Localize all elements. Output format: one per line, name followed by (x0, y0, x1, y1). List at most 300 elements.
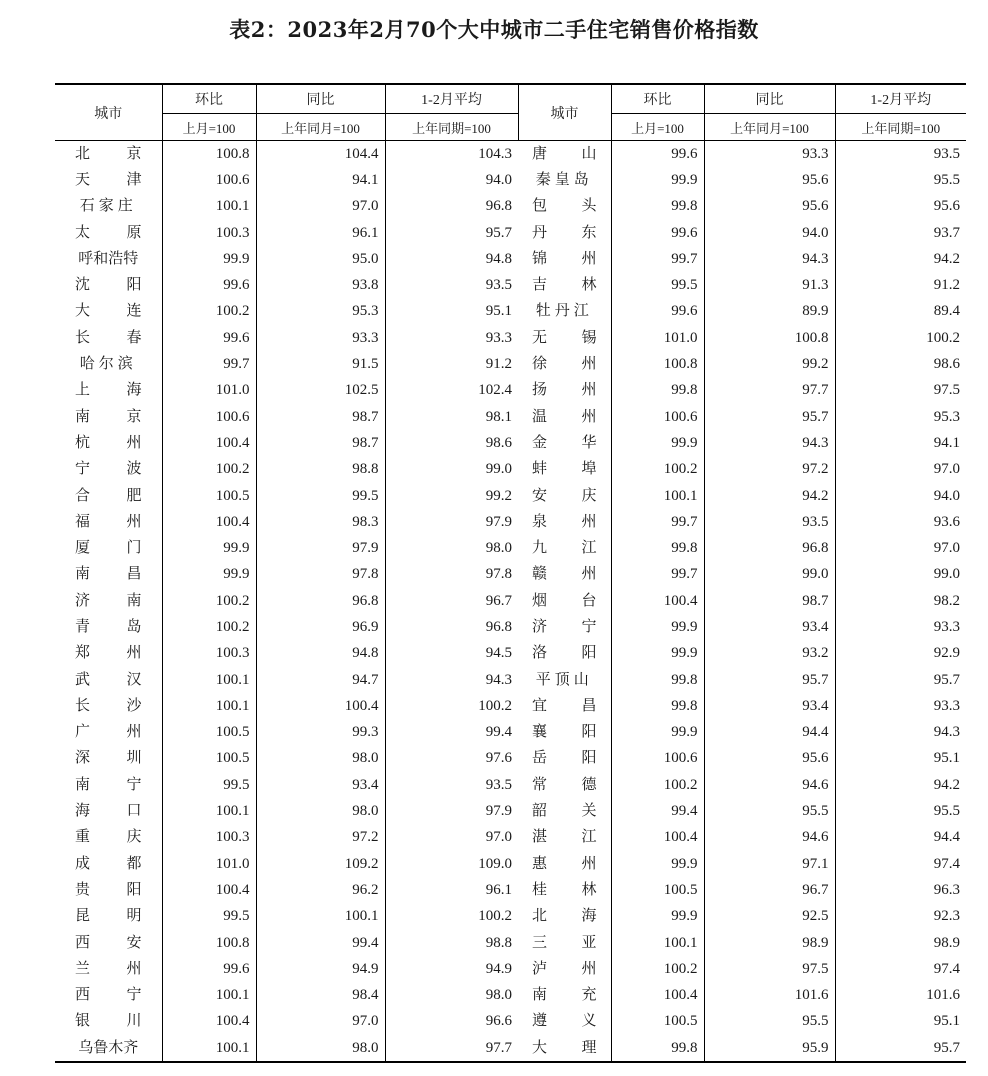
mom-value: 101.0 (611, 325, 704, 351)
mom-value: 99.6 (611, 141, 704, 168)
avg-value: 98.9 (835, 930, 966, 956)
city-name (55, 194, 162, 220)
avg-value: 95.1 (835, 1009, 966, 1035)
city-name (55, 220, 162, 246)
table-row (55, 141, 966, 168)
city-name (55, 772, 162, 798)
city-name (518, 588, 611, 614)
mom-value: 100.6 (611, 746, 704, 772)
city-name (55, 141, 162, 168)
city-name-text: 北 海 (532, 908, 597, 925)
avg-value: 95.5 (835, 167, 966, 193)
mom-value: 99.6 (611, 299, 704, 325)
city-name-text: 韶 关 (532, 803, 597, 820)
city-name (55, 483, 162, 509)
mom-value: 100.1 (162, 983, 256, 1009)
mom-value: 99.5 (611, 272, 704, 298)
city-name-text: 杭 州 (75, 434, 142, 451)
yoy-value: 97.7 (704, 378, 835, 404)
mom-value: 100.2 (162, 614, 256, 640)
avg-value: 97.6 (385, 746, 518, 772)
mom-value: 100.5 (162, 483, 256, 509)
avg-value: 93.5 (385, 772, 518, 798)
city-name (55, 588, 162, 614)
city-name (518, 667, 611, 693)
mom-value: 100.1 (162, 693, 256, 719)
avg-value: 98.0 (385, 983, 518, 1009)
yoy-value: 94.1 (256, 167, 385, 193)
city-name (518, 956, 611, 982)
table-row (55, 378, 966, 404)
yoy-value: 98.9 (704, 930, 835, 956)
city-name-text: 遵 义 (532, 1013, 597, 1030)
table-row (55, 693, 966, 719)
yoy-value: 94.7 (256, 667, 385, 693)
avg-value: 98.0 (385, 535, 518, 561)
avg-value: 93.6 (835, 509, 966, 535)
city-name (518, 720, 611, 746)
city-name (518, 509, 611, 535)
avg-value: 94.9 (385, 956, 518, 982)
avg-value: 95.7 (835, 1035, 966, 1062)
city-name-text: 昆 明 (75, 908, 142, 925)
city-name-text: 厦 门 (75, 540, 142, 557)
city-name-text: 三 亚 (532, 934, 597, 951)
header-avg-left: 1-2月平均 (385, 84, 518, 114)
table-row (55, 1009, 966, 1035)
city-name (518, 457, 611, 483)
city-name-text: 海 口 (75, 803, 142, 820)
avg-value: 93.3 (835, 693, 966, 719)
city-name-text: 赣 州 (532, 566, 597, 583)
city-name (518, 825, 611, 851)
city-name (55, 535, 162, 561)
city-name-text: 岳 阳 (532, 750, 597, 767)
yoy-value: 99.0 (704, 562, 835, 588)
mom-value: 100.8 (162, 930, 256, 956)
city-name (55, 1009, 162, 1035)
yoy-value: 98.7 (256, 430, 385, 456)
city-name (55, 825, 162, 851)
city-name (518, 272, 611, 298)
mom-value: 100.1 (162, 194, 256, 220)
mom-value: 100.1 (611, 930, 704, 956)
mom-value: 100.2 (611, 772, 704, 798)
yoy-value: 93.4 (256, 772, 385, 798)
yoy-value: 96.8 (704, 535, 835, 561)
mom-value: 100.5 (162, 720, 256, 746)
mom-value: 99.9 (162, 246, 256, 272)
avg-value: 95.1 (835, 746, 966, 772)
mom-value: 101.0 (162, 851, 256, 877)
mom-value: 99.9 (611, 430, 704, 456)
mom-value: 99.9 (611, 904, 704, 930)
city-name-text: 宁 波 (75, 461, 142, 478)
city-name-text: 烟 台 (532, 592, 597, 609)
avg-value: 94.4 (835, 825, 966, 851)
city-name-text: 银 川 (75, 1013, 142, 1030)
avg-value: 93.7 (835, 220, 966, 246)
city-name-text: 南 京 (75, 408, 142, 425)
city-name-text: 襄 阳 (532, 724, 597, 741)
city-name-text: 上 海 (75, 382, 142, 399)
city-name-text: 呼和浩特 (78, 250, 139, 267)
mom-value: 99.7 (162, 351, 256, 377)
yoy-value: 97.8 (256, 562, 385, 588)
yoy-value: 101.6 (704, 983, 835, 1009)
city-name-text: 南 宁 (75, 776, 142, 793)
city-name (518, 930, 611, 956)
table-row (55, 430, 966, 456)
avg-value: 95.1 (385, 299, 518, 325)
city-name (55, 378, 162, 404)
mom-value: 100.3 (162, 220, 256, 246)
mom-value: 100.1 (162, 667, 256, 693)
avg-value: 98.6 (385, 430, 518, 456)
table-row (55, 667, 966, 693)
yoy-value: 91.3 (704, 272, 835, 298)
table-row (55, 562, 966, 588)
avg-value: 95.7 (385, 220, 518, 246)
city-name (518, 983, 611, 1009)
avg-value: 102.4 (385, 378, 518, 404)
yoy-value: 98.7 (704, 588, 835, 614)
yoy-value: 93.4 (704, 614, 835, 640)
city-name (55, 851, 162, 877)
yoy-value: 94.3 (704, 246, 835, 272)
city-name-text: 北 京 (75, 145, 142, 162)
yoy-value: 98.0 (256, 1035, 385, 1062)
table-row (55, 325, 966, 351)
avg-value: 93.5 (835, 141, 966, 168)
avg-value: 94.2 (835, 246, 966, 272)
avg-value: 94.1 (835, 430, 966, 456)
table-row (55, 641, 966, 667)
yoy-value: 91.5 (256, 351, 385, 377)
city-name-text: 徐 州 (532, 356, 597, 373)
avg-value: 95.5 (835, 798, 966, 824)
avg-value: 98.8 (385, 930, 518, 956)
city-name (55, 430, 162, 456)
yoy-value: 104.4 (256, 141, 385, 168)
table-row (55, 720, 966, 746)
mom-value: 100.4 (611, 983, 704, 1009)
avg-value: 91.2 (385, 351, 518, 377)
city-name (55, 746, 162, 772)
yoy-value: 95.7 (704, 404, 835, 430)
avg-value: 99.4 (385, 720, 518, 746)
city-name-text: 锦 州 (532, 250, 597, 267)
header-yoy-base-left: 上年同月=100 (256, 114, 385, 141)
avg-value: 99.0 (835, 562, 966, 588)
table-row (55, 877, 966, 903)
city-name-text: 无 锡 (532, 329, 597, 346)
yoy-value: 95.5 (704, 1009, 835, 1035)
yoy-value: 93.2 (704, 641, 835, 667)
price-index-table (55, 83, 966, 1063)
city-name (518, 351, 611, 377)
yoy-value: 95.0 (256, 246, 385, 272)
mom-value: 99.9 (611, 614, 704, 640)
city-name (518, 904, 611, 930)
header-yoy-right: 同比 (704, 84, 835, 114)
mom-value: 100.5 (162, 746, 256, 772)
city-name (518, 430, 611, 456)
avg-value: 95.6 (835, 194, 966, 220)
header-city-right: 城市 (518, 84, 611, 141)
city-name (518, 614, 611, 640)
mom-value: 99.5 (162, 904, 256, 930)
avg-value: 97.0 (835, 457, 966, 483)
yoy-value: 94.0 (704, 220, 835, 246)
yoy-value: 94.4 (704, 720, 835, 746)
yoy-value: 99.3 (256, 720, 385, 746)
city-name-text: 牡丹江 (535, 303, 593, 320)
mom-value: 99.9 (162, 562, 256, 588)
mom-value: 99.7 (611, 562, 704, 588)
avg-value: 91.2 (835, 272, 966, 298)
city-name (518, 851, 611, 877)
avg-value: 94.8 (385, 246, 518, 272)
city-name-text: 济 南 (75, 592, 142, 609)
mom-value: 100.4 (611, 588, 704, 614)
city-name-text: 扬 州 (532, 382, 597, 399)
city-name-text: 太 原 (75, 224, 142, 241)
city-name-text: 秦皇岛 (535, 171, 593, 188)
avg-value: 97.8 (385, 562, 518, 588)
mom-value: 101.0 (162, 378, 256, 404)
mom-value: 99.6 (162, 325, 256, 351)
yoy-value: 95.5 (704, 798, 835, 824)
table-row (55, 746, 966, 772)
avg-value: 98.2 (835, 588, 966, 614)
yoy-value: 95.6 (704, 167, 835, 193)
avg-value: 101.6 (835, 983, 966, 1009)
yoy-value: 93.3 (704, 141, 835, 168)
avg-value: 99.2 (385, 483, 518, 509)
table-row (55, 930, 966, 956)
city-name-text: 泸 州 (532, 960, 597, 977)
yoy-value: 96.2 (256, 877, 385, 903)
city-name (55, 877, 162, 903)
city-name-text: 长 沙 (75, 697, 142, 714)
yoy-value: 93.8 (256, 272, 385, 298)
city-name-text: 济 宁 (532, 618, 597, 635)
avg-value: 97.7 (385, 1035, 518, 1062)
table-row (55, 483, 966, 509)
city-name (55, 325, 162, 351)
page-title: 表2：2023年2月70个大中城市二手住宅销售价格指数 (229, 17, 759, 42)
avg-value: 97.9 (385, 798, 518, 824)
city-name-text: 安 庆 (532, 487, 597, 504)
city-name-text: 大 连 (75, 303, 142, 320)
yoy-value: 98.0 (256, 746, 385, 772)
city-name (55, 983, 162, 1009)
header-avg-base-left: 上年同期=100 (385, 114, 518, 141)
city-name-text: 蚌 埠 (532, 461, 597, 478)
mom-value: 100.6 (162, 404, 256, 430)
city-name (55, 509, 162, 535)
mom-value: 100.2 (162, 588, 256, 614)
mom-value: 99.7 (611, 246, 704, 272)
yoy-value: 97.1 (704, 851, 835, 877)
city-name (518, 483, 611, 509)
avg-value: 96.8 (385, 614, 518, 640)
header-avg-right: 1-2月平均 (835, 84, 966, 114)
avg-value: 94.3 (385, 667, 518, 693)
table-row (55, 851, 966, 877)
table-row (55, 772, 966, 798)
avg-value: 92.3 (835, 904, 966, 930)
yoy-value: 97.0 (256, 1009, 385, 1035)
city-name (518, 194, 611, 220)
city-name-text: 常 德 (532, 776, 597, 793)
avg-value: 100.2 (835, 325, 966, 351)
city-name-text: 石家庄 (79, 198, 137, 215)
city-name-text: 重 庆 (75, 829, 142, 846)
city-name-text: 洛 阳 (532, 645, 597, 662)
avg-value: 94.0 (835, 483, 966, 509)
city-name-text: 长 春 (75, 329, 142, 346)
header-yoy-base-right: 上年同月=100 (704, 114, 835, 141)
city-name (55, 272, 162, 298)
avg-value: 109.0 (385, 851, 518, 877)
table-row (55, 825, 966, 851)
mom-value: 99.6 (162, 956, 256, 982)
city-name-text: 丹 东 (532, 224, 597, 241)
yoy-value: 95.3 (256, 299, 385, 325)
yoy-value: 98.0 (256, 798, 385, 824)
mom-value: 99.5 (162, 772, 256, 798)
yoy-value: 95.7 (704, 667, 835, 693)
table-row (55, 956, 966, 982)
yoy-value: 100.1 (256, 904, 385, 930)
city-name (55, 351, 162, 377)
city-name (55, 299, 162, 325)
mom-value: 99.6 (611, 220, 704, 246)
city-name (55, 457, 162, 483)
city-name (55, 798, 162, 824)
yoy-value: 97.2 (704, 457, 835, 483)
mom-value: 100.4 (162, 430, 256, 456)
city-name-text: 沈 阳 (75, 277, 142, 294)
city-name (518, 562, 611, 588)
avg-value: 95.3 (835, 404, 966, 430)
city-name (518, 404, 611, 430)
city-name (55, 693, 162, 719)
table-row (55, 535, 966, 561)
yoy-value: 94.9 (256, 956, 385, 982)
avg-value: 94.0 (385, 167, 518, 193)
city-name (518, 1009, 611, 1035)
mom-value: 99.8 (611, 1035, 704, 1062)
city-name-text: 深 圳 (75, 750, 142, 767)
mom-value: 100.2 (611, 457, 704, 483)
mom-value: 99.8 (611, 535, 704, 561)
city-name (518, 167, 611, 193)
city-name (518, 220, 611, 246)
avg-value: 92.9 (835, 641, 966, 667)
avg-value: 97.4 (835, 956, 966, 982)
avg-value: 96.8 (385, 194, 518, 220)
city-name-text: 惠 州 (532, 855, 597, 872)
mom-value: 100.5 (611, 877, 704, 903)
mom-value: 100.2 (611, 956, 704, 982)
city-name-text: 湛 江 (532, 829, 597, 846)
avg-value: 93.5 (385, 272, 518, 298)
avg-value: 97.5 (835, 378, 966, 404)
mom-value: 100.6 (611, 404, 704, 430)
avg-value: 100.2 (385, 904, 518, 930)
city-name (518, 772, 611, 798)
mom-value: 100.4 (162, 509, 256, 535)
mom-value: 100.3 (162, 825, 256, 851)
city-name-text: 成 都 (75, 855, 142, 872)
mom-value: 100.6 (162, 167, 256, 193)
city-name (518, 299, 611, 325)
city-name-text: 唐 山 (532, 145, 597, 162)
table-row (55, 351, 966, 377)
yoy-value: 95.6 (704, 194, 835, 220)
avg-value: 97.0 (835, 535, 966, 561)
mom-value: 100.5 (611, 1009, 704, 1035)
city-name (55, 614, 162, 640)
table-row (55, 457, 966, 483)
city-name (518, 693, 611, 719)
city-name-text: 大 理 (532, 1039, 597, 1056)
yoy-value: 89.9 (704, 299, 835, 325)
yoy-value: 96.7 (704, 877, 835, 903)
avg-value: 100.2 (385, 693, 518, 719)
header-mom-base-right: 上月=100 (611, 114, 704, 141)
avg-value: 96.7 (385, 588, 518, 614)
city-name-text: 乌鲁木齐 (78, 1039, 139, 1056)
avg-value: 98.1 (385, 404, 518, 430)
city-name (55, 641, 162, 667)
city-name-text: 福 州 (75, 513, 142, 530)
yoy-value: 96.9 (256, 614, 385, 640)
city-name-text: 南 充 (532, 987, 597, 1004)
yoy-value: 97.5 (704, 956, 835, 982)
avg-value: 96.6 (385, 1009, 518, 1035)
yoy-value: 94.6 (704, 772, 835, 798)
city-name (518, 746, 611, 772)
city-name-text: 西 宁 (75, 987, 142, 1004)
city-name (55, 956, 162, 982)
mom-value: 99.8 (611, 194, 704, 220)
yoy-value: 94.3 (704, 430, 835, 456)
city-name-text: 郑 州 (75, 645, 142, 662)
table-row (55, 1035, 966, 1062)
mom-value: 99.9 (611, 720, 704, 746)
avg-value: 97.0 (385, 825, 518, 851)
header-city-left: 城市 (55, 84, 162, 141)
city-name-text: 包 头 (532, 198, 597, 215)
yoy-value: 102.5 (256, 378, 385, 404)
mom-value: 100.8 (611, 351, 704, 377)
yoy-value: 99.4 (256, 930, 385, 956)
city-name-text: 贵 阳 (75, 881, 142, 898)
header-mom-right: 环比 (611, 84, 704, 114)
yoy-value: 93.3 (256, 325, 385, 351)
yoy-value: 99.2 (704, 351, 835, 377)
avg-value: 97.9 (385, 509, 518, 535)
mom-value: 100.4 (611, 825, 704, 851)
mom-value: 100.2 (162, 457, 256, 483)
table-row (55, 246, 966, 272)
city-name (518, 535, 611, 561)
yoy-value: 98.7 (256, 404, 385, 430)
